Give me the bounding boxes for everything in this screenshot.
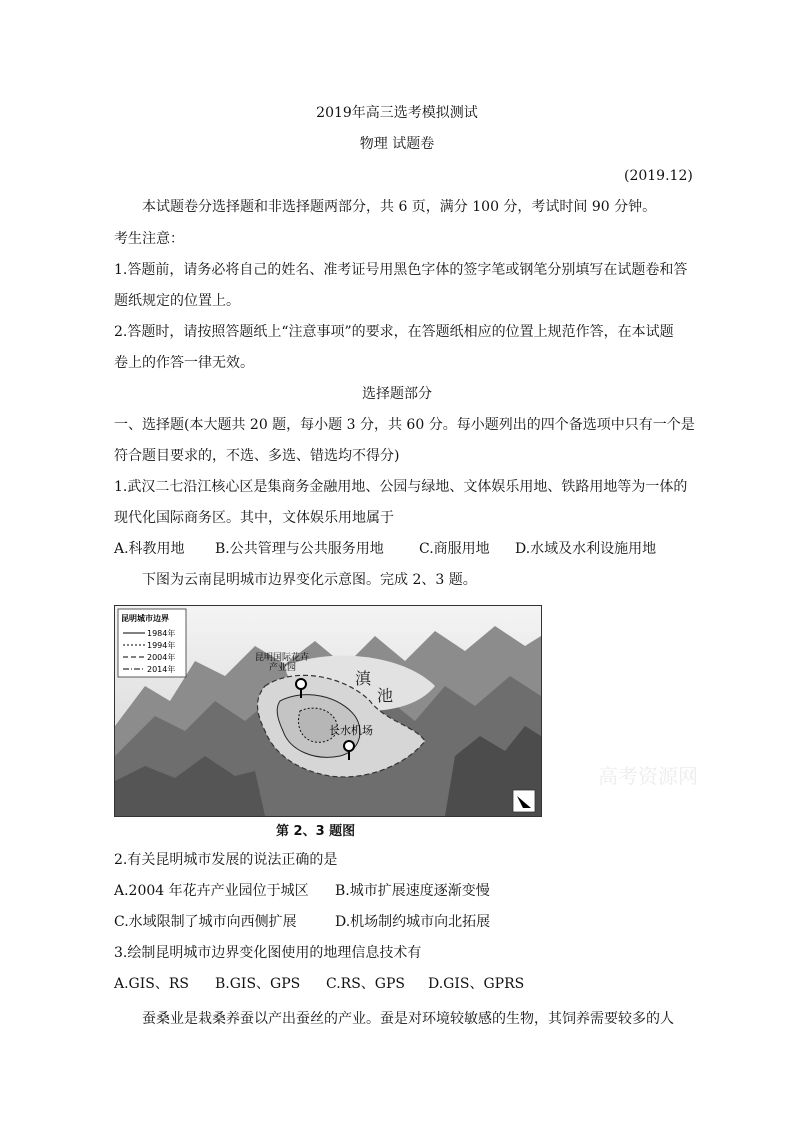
lake-label-1: 滇 [355, 669, 372, 688]
notice-item-1-line-2: 题纸规定的位置上。 [114, 293, 240, 309]
legend-item-2014: 2014年 [147, 665, 176, 674]
exam-subtitle: 物理 试题卷 [359, 136, 435, 152]
question-2-option-b: B.城市扩展速度逐渐变慢 [335, 883, 490, 899]
legend-item-1994: 1994年 [147, 641, 176, 650]
question-1-line-1: 1.武汉二七沿江核心区是集商务金融用地、公园与绿地、文体娱乐用地、铁路用地等为一体的 [114, 479, 688, 495]
map-intro: 下图为云南昆明城市边界变化示意图。完成 2、3 题。 [142, 572, 477, 588]
question-1-option-d: D.水域及水利设施用地 [515, 541, 657, 557]
intro-text: 本试题卷分选择题和非选择题两部分，共 6 页，满分 100 分，考试时间 90 分钟。 [142, 199, 657, 215]
notice-item-1-line-1: 1.答题前，请务必将自己的姓名、准考证号用黑色字体的签字笔或钢笔分别填写在试题卷和答 [114, 262, 688, 278]
legend-title: 昆明城市边界 [121, 614, 169, 623]
section-instructions-line-2: 符合题目要求的，不选、多选、错选均不得分) [114, 448, 400, 464]
airport-label: 长水机场 [329, 724, 373, 737]
legend-item-2004: 2004年 [147, 653, 176, 662]
north-arrow-icon [513, 790, 535, 812]
question-2-stem: 2.有关昆明城市发展的说法正确的是 [114, 852, 338, 868]
flower-park-label-line-2: 产业园 [269, 663, 297, 673]
figure-caption: 第 2、3 题图 [276, 824, 356, 839]
question-1-line-2: 现代化国际商务区。其中，文体娱乐用地属于 [114, 510, 394, 526]
terrain-map-graphic [115, 606, 541, 816]
notice-heading: 考生注意： [114, 231, 184, 247]
flower-park-label-line-1: 昆明国际花卉 [255, 653, 310, 663]
exam-title: 2019年高三选考模拟测试 [316, 105, 478, 121]
watermark: 高考资源网 [598, 764, 698, 788]
question-3-option-c: C.RS、GPS [326, 976, 405, 992]
question-2-option-a: A.2004 年花卉产业园位于城区 [114, 883, 309, 899]
notice-item-2-line-2: 卷上的作答一律无效。 [114, 355, 254, 371]
lake-label-2: 池 [377, 686, 394, 705]
kunming-boundary-map [114, 605, 542, 817]
question-3-option-a: A.GIS、RS [114, 976, 189, 992]
question-1-option-c: C.商服用地 [419, 541, 490, 557]
question-4-intro: 蚕桑业是栽桑养蚕以产出蚕丝的产业。蚕是对环境较敏感的生物，其饲养需要较多的人 [142, 1011, 674, 1027]
section-title: 选择题部分 [362, 386, 432, 402]
legend-item-1984: 1984年 [147, 629, 176, 638]
question-3-stem: 3.绘制昆明城市边界变化图使用的地理信息技术有 [114, 945, 422, 961]
question-2-option-d: D.机场制约城市向北拓展 [335, 914, 491, 930]
question-1-option-b: B.公共管理与公共服务用地 [215, 541, 384, 557]
question-3-option-b: B.GIS、GPS [215, 976, 301, 992]
question-1-option-a: A.科教用地 [114, 541, 185, 557]
exam-date: (2019.12) [624, 168, 693, 184]
question-3-option-d: D.GIS、GPRS [428, 976, 525, 992]
question-2-option-c: C.水域限制了城市向西侧扩展 [114, 914, 297, 930]
section-instructions-line-1: 一、选择题(本大题共 20 题，每小题 3 分，共 60 分。每小题列出的四个备选项中只有一个是 [114, 417, 695, 433]
notice-item-2-line-1: 2.答题时，请按照答题纸上“注意事项”的要求，在答题纸相应的位置上规范作答，在本试题 [114, 324, 674, 340]
